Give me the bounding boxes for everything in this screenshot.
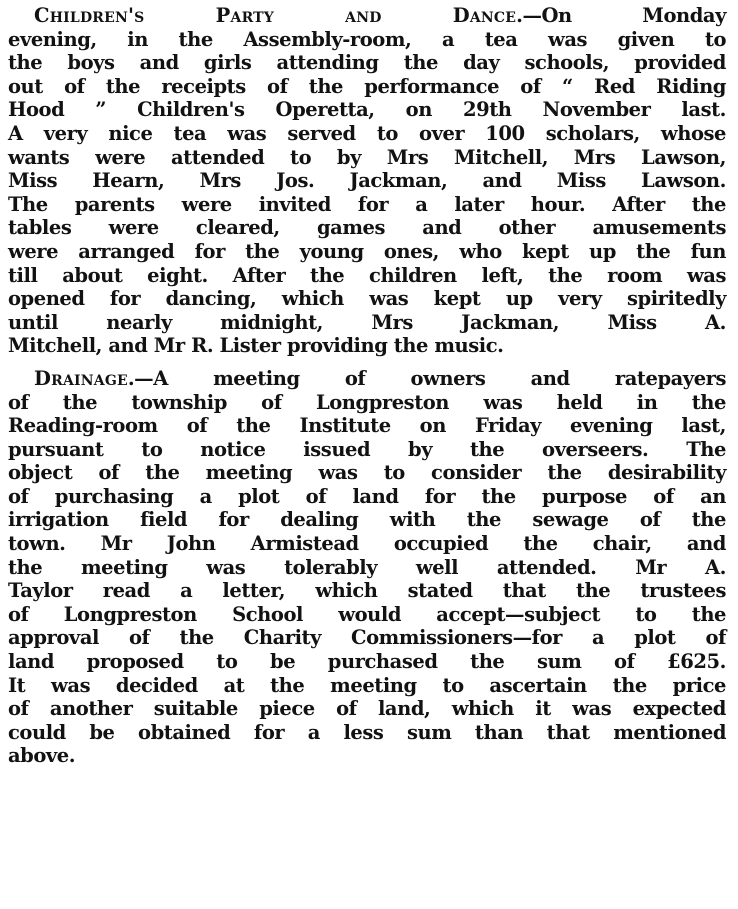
article-line: were arranged for the young ones, who kept up the fun (8, 239, 726, 263)
article-line: till about eight. After the children left, the room was (8, 263, 726, 287)
article-line: A very nice tea was served to over 100 scholars, whose (8, 121, 726, 145)
article-line: opened for dancing, which was kept up very spiritedly (8, 287, 726, 311)
article-line: of the township of Longpreston was held in the (8, 390, 726, 414)
article-line: Taylor read a letter, which stated that the trustees (8, 579, 726, 603)
article-first-line-text: .—On Monday (516, 4, 726, 27)
article-line: Hood ” Children's Operetta, on 29th November last. (8, 98, 726, 122)
article-line: irrigation field for dealing with the sewage of the (8, 508, 726, 532)
article-line: town. Mr John Armistead occupied the chair, and (8, 532, 726, 556)
article-first-line-text: .—A meeting of owners and ratepayers (127, 366, 726, 390)
newspaper-column (8, 4, 726, 768)
article-line: could be obtained for a less sum than that mentioned (8, 720, 726, 744)
article-line: It was decided at the meeting to ascertain the price (8, 673, 726, 697)
article-line: until nearly midnight, Mrs Jackman, Miss A. (8, 310, 726, 334)
article-line: out of the receipts of the performance of “ Red Riding (8, 74, 726, 98)
article-line: above. (8, 744, 76, 768)
article-line: the meeting was tolerably well attended. Mr A. (8, 555, 726, 579)
article-first-line (8, 4, 726, 28)
article-line: wants were attended to by Mrs Mitchell, Mrs Lawson, (8, 145, 726, 169)
article-first-line (8, 367, 726, 391)
article-line: object of the meeting was to consider the desirability (8, 461, 726, 485)
article-line: of another suitable piece of land, which it was expected (8, 697, 726, 721)
article-line: of purchasing a plot of land for the purpose of an (8, 484, 726, 508)
article-line: the boys and girls attending the day schools, provided (8, 51, 726, 75)
article-heading: Drainage (34, 366, 128, 390)
article-line: tables were cleared, games and other amusements (8, 216, 726, 240)
article-line: of Longpreston School would accept—subject to the (8, 602, 726, 626)
article-childrens-party (8, 4, 726, 358)
article-line: pursuant to notice issued by the overseers. The (8, 437, 726, 461)
article-line: approval of the Charity Commissioners—for a plot of (8, 626, 726, 650)
article-line: Miss Hearn, Mrs Jos. Jackman, and Miss Lawson. (8, 169, 726, 193)
article-line: The parents were invited for a later hour. After the (8, 192, 726, 216)
article-drainage (8, 367, 726, 768)
article-heading: Children's Party and Dance (34, 4, 517, 27)
article-line: evening, in the Assembly-room, a tea was given to (8, 27, 726, 51)
article-line: Mitchell, and Mr R. Lister providing the music. (8, 334, 504, 358)
article-line: Reading-room of the Institute on Friday evening last, (8, 414, 726, 438)
article-line: land proposed to be purchased the sum of £625. (8, 650, 726, 674)
